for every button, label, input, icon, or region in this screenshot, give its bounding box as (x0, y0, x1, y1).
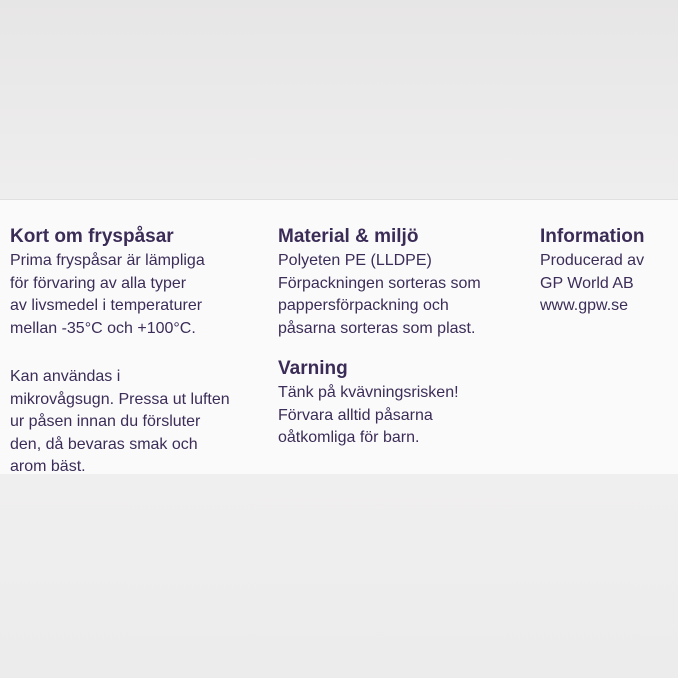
column-material-och-miljo (278, 226, 528, 450)
paragraph-information (540, 250, 675, 318)
text-line: Förvara alltid påsarna (278, 406, 433, 424)
text-line: ur påsen innan du försluter (10, 413, 201, 430)
text-line: pappersförpackning och (278, 297, 449, 314)
paragraph-kan-anvandas (10, 366, 260, 479)
top-background (0, 0, 678, 200)
column-kort-om-fryspasar (10, 226, 260, 479)
bottom-background (0, 474, 678, 678)
text-line: www.gpw.se (540, 297, 629, 314)
text-line: Kan användas i (10, 368, 121, 385)
text-line: Producerad av (540, 252, 645, 269)
spacer (278, 340, 528, 358)
text-line: för förvaring av alla typer (10, 274, 187, 292)
paragraph-material-och-miljo (278, 250, 528, 340)
text-line: påsarna sorteras som plast. (278, 319, 476, 337)
text-line: mikrovågsugn. Pressa ut luften (10, 390, 230, 408)
text-line: av livsmedel i temperaturer (10, 297, 203, 314)
heading-material-och-miljo: Material & miljö (278, 226, 419, 247)
heading-information: Information (540, 226, 645, 247)
spacer (10, 340, 260, 366)
text-line: Polyeten PE (LLDPE) (278, 252, 432, 269)
paragraph-varning (278, 382, 528, 450)
text-line: den, då bevaras smak och (10, 435, 198, 453)
text-line: Förpackningen sorteras som (278, 274, 481, 292)
text-line: GP World AB (540, 274, 634, 292)
text-line: oåtkomliga för barn. (278, 429, 420, 446)
heading-kort-om-fryspasar: Kort om fryspåsar (10, 226, 174, 247)
heading-varning: Varning (278, 358, 348, 379)
paragraph-kort-om-fryspasar (10, 250, 260, 340)
text-line: mellan -35°C och +100°C. (10, 319, 196, 337)
text-line: Prima fryspåsar är lämpliga (10, 252, 205, 269)
text-line: arom bäst. (10, 458, 86, 475)
text-line: Tänk på kvävningsrisken! (278, 384, 459, 401)
column-information (540, 226, 675, 318)
